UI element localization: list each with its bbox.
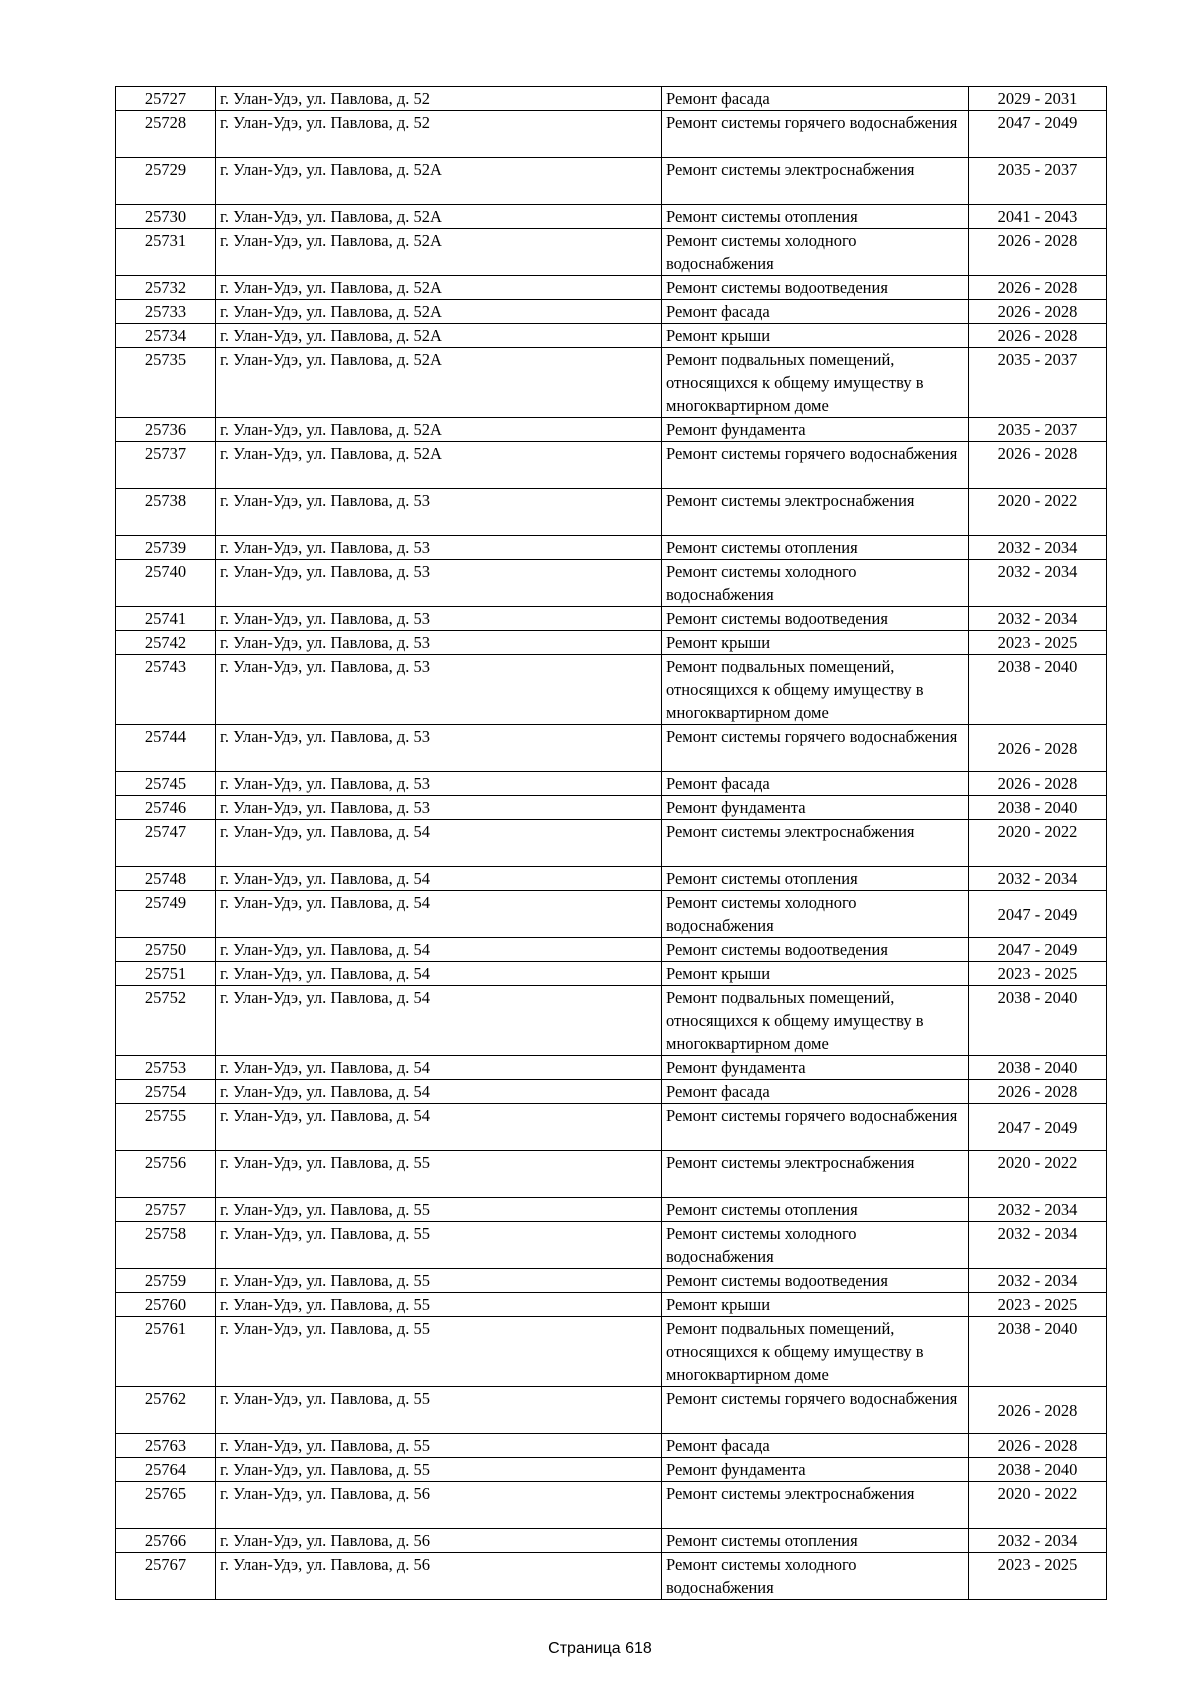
- row-number-cell: 25747: [116, 820, 216, 867]
- row-number-cell: 25761: [116, 1317, 216, 1387]
- period-cell: 2032 - 2034: [969, 1198, 1107, 1222]
- work-type-cell: Ремонт фасада: [662, 87, 969, 111]
- period-cell: 2029 - 2031: [969, 87, 1107, 111]
- row-number-cell: 25765: [116, 1482, 216, 1529]
- period-cell: 2023 - 2025: [969, 1293, 1107, 1317]
- table-row: [116, 418, 1107, 442]
- row-number-cell: 25731: [116, 229, 216, 276]
- address-cell: г. Улан-Удэ, ул. Павлова, д. 53: [216, 631, 662, 655]
- row-number-cell: 25733: [116, 300, 216, 324]
- table-row: [116, 158, 1107, 205]
- table-row: [116, 489, 1107, 536]
- work-type-cell: Ремонт системы электроснабжения: [662, 158, 969, 205]
- row-number-cell: 25763: [116, 1434, 216, 1458]
- document-page: [115, 86, 1106, 1600]
- work-type-cell: Ремонт системы холодного водоснабжения: [662, 229, 969, 276]
- table-row: [116, 820, 1107, 867]
- address-cell: г. Улан-Удэ, ул. Павлова, д. 55: [216, 1198, 662, 1222]
- address-cell: г. Улан-Удэ, ул. Павлова, д. 55: [216, 1293, 662, 1317]
- work-type-cell: Ремонт системы горячего водоснабжения: [662, 442, 969, 489]
- period-cell: 2026 - 2028: [969, 276, 1107, 300]
- period-cell: 2026 - 2028: [969, 772, 1107, 796]
- work-type-cell: Ремонт подвальных помещений, относящихся к общему имуществу в многоквартирном доме: [662, 655, 969, 725]
- row-number-cell: 25758: [116, 1222, 216, 1269]
- address-cell: г. Улан-Удэ, ул. Павлова, д. 56: [216, 1482, 662, 1529]
- row-number-cell: 25755: [116, 1104, 216, 1151]
- work-type-cell: Ремонт системы водоотведения: [662, 276, 969, 300]
- period-cell: 2047 - 2049: [969, 1104, 1107, 1151]
- row-number-cell: 25764: [116, 1458, 216, 1482]
- work-type-cell: Ремонт фундамента: [662, 796, 969, 820]
- table-row: [116, 1056, 1107, 1080]
- work-type-cell: Ремонт фасада: [662, 1434, 969, 1458]
- row-number-cell: 25737: [116, 442, 216, 489]
- row-number-cell: 25735: [116, 348, 216, 418]
- work-type-cell: Ремонт системы электроснабжения: [662, 1482, 969, 1529]
- address-cell: г. Улан-Удэ, ул. Павлова, д. 54: [216, 891, 662, 938]
- row-number-cell: 25741: [116, 607, 216, 631]
- table-row: [116, 1317, 1107, 1387]
- period-cell: 2047 - 2049: [969, 938, 1107, 962]
- address-cell: г. Улан-Удэ, ул. Павлова, д. 53: [216, 489, 662, 536]
- period-cell: 2032 - 2034: [969, 536, 1107, 560]
- period-cell: 2032 - 2034: [969, 560, 1107, 607]
- work-type-cell: Ремонт системы отопления: [662, 1198, 969, 1222]
- row-number-cell: 25734: [116, 324, 216, 348]
- period-cell: 2023 - 2025: [969, 631, 1107, 655]
- address-cell: г. Улан-Удэ, ул. Павлова, д. 52А: [216, 276, 662, 300]
- table-row: [116, 1387, 1107, 1434]
- address-cell: г. Улан-Удэ, ул. Павлова, д. 55: [216, 1387, 662, 1434]
- period-cell: 2038 - 2040: [969, 655, 1107, 725]
- work-type-cell: Ремонт крыши: [662, 324, 969, 348]
- address-cell: г. Улан-Удэ, ул. Павлова, д. 56: [216, 1529, 662, 1553]
- address-cell: г. Улан-Удэ, ул. Павлова, д. 52А: [216, 300, 662, 324]
- address-cell: г. Улан-Удэ, ул. Павлова, д. 54: [216, 938, 662, 962]
- period-cell: 2035 - 2037: [969, 418, 1107, 442]
- work-type-cell: Ремонт системы электроснабжения: [662, 820, 969, 867]
- period-cell: 2032 - 2034: [969, 1529, 1107, 1553]
- period-cell: 2023 - 2025: [969, 1553, 1107, 1600]
- work-type-cell: Ремонт системы водоотведения: [662, 1269, 969, 1293]
- row-number-cell: 25750: [116, 938, 216, 962]
- work-type-cell: Ремонт фасада: [662, 300, 969, 324]
- row-number-cell: 25729: [116, 158, 216, 205]
- table-row: [116, 1151, 1107, 1198]
- row-number-cell: 25751: [116, 962, 216, 986]
- table-row: [116, 560, 1107, 607]
- table-body: [116, 87, 1107, 1600]
- row-number-cell: 25759: [116, 1269, 216, 1293]
- table-row: [116, 1458, 1107, 1482]
- work-type-cell: Ремонт крыши: [662, 631, 969, 655]
- work-type-cell: Ремонт подвальных помещений, относящихся к общему имуществу в многоквартирном доме: [662, 348, 969, 418]
- table-row: [116, 324, 1107, 348]
- table-row: [116, 1269, 1107, 1293]
- work-type-cell: Ремонт фасада: [662, 772, 969, 796]
- address-cell: г. Улан-Удэ, ул. Павлова, д. 53: [216, 796, 662, 820]
- row-number-cell: 25743: [116, 655, 216, 725]
- period-cell: 2038 - 2040: [969, 1317, 1107, 1387]
- address-cell: г. Улан-Удэ, ул. Павлова, д. 54: [216, 820, 662, 867]
- address-cell: г. Улан-Удэ, ул. Павлова, д. 54: [216, 1104, 662, 1151]
- row-number-cell: 25760: [116, 1293, 216, 1317]
- address-cell: г. Улан-Удэ, ул. Павлова, д. 55: [216, 1458, 662, 1482]
- address-cell: г. Улан-Удэ, ул. Павлова, д. 52А: [216, 158, 662, 205]
- table-row: [116, 1222, 1107, 1269]
- row-number-cell: 25756: [116, 1151, 216, 1198]
- period-cell: 2026 - 2028: [969, 300, 1107, 324]
- period-cell: 2026 - 2028: [969, 1434, 1107, 1458]
- period-cell: 2026 - 2028: [969, 229, 1107, 276]
- row-number-cell: 25766: [116, 1529, 216, 1553]
- work-type-cell: Ремонт системы горячего водоснабжения: [662, 1104, 969, 1151]
- address-cell: г. Улан-Удэ, ул. Павлова, д. 52А: [216, 418, 662, 442]
- period-cell: 2032 - 2034: [969, 1222, 1107, 1269]
- row-number-cell: 25739: [116, 536, 216, 560]
- row-number-cell: 25748: [116, 867, 216, 891]
- page-number: Страница 618: [548, 1640, 652, 1657]
- table-row: [116, 867, 1107, 891]
- table-row: [116, 1104, 1107, 1151]
- row-number-cell: 25732: [116, 276, 216, 300]
- table-row: [116, 631, 1107, 655]
- table-row: [116, 87, 1107, 111]
- period-cell: 2038 - 2040: [969, 1458, 1107, 1482]
- address-cell: г. Улан-Удэ, ул. Павлова, д. 53: [216, 725, 662, 772]
- period-cell: 2047 - 2049: [969, 111, 1107, 158]
- row-number-cell: 25754: [116, 1080, 216, 1104]
- table-row: [116, 1529, 1107, 1553]
- period-cell: 2035 - 2037: [969, 158, 1107, 205]
- work-type-cell: Ремонт системы электроснабжения: [662, 1151, 969, 1198]
- period-cell: 2023 - 2025: [969, 962, 1107, 986]
- work-type-cell: Ремонт фундамента: [662, 418, 969, 442]
- address-cell: г. Улан-Удэ, ул. Павлова, д. 54: [216, 1080, 662, 1104]
- row-number-cell: 25757: [116, 1198, 216, 1222]
- address-cell: г. Улан-Удэ, ул. Павлова, д. 53: [216, 607, 662, 631]
- period-cell: 2020 - 2022: [969, 489, 1107, 536]
- table-row: [116, 607, 1107, 631]
- work-type-cell: Ремонт системы водоотведения: [662, 938, 969, 962]
- period-cell: 2038 - 2040: [969, 1056, 1107, 1080]
- table-row: [116, 229, 1107, 276]
- row-number-cell: 25749: [116, 891, 216, 938]
- work-type-cell: Ремонт фундамента: [662, 1458, 969, 1482]
- address-cell: г. Улан-Удэ, ул. Павлова, д. 52А: [216, 229, 662, 276]
- table-row: [116, 300, 1107, 324]
- period-cell: 2035 - 2037: [969, 348, 1107, 418]
- work-type-cell: Ремонт системы отопления: [662, 1529, 969, 1553]
- period-cell: 2020 - 2022: [969, 820, 1107, 867]
- work-type-cell: Ремонт системы водоотведения: [662, 607, 969, 631]
- table-row: [116, 1482, 1107, 1529]
- address-cell: г. Улан-Удэ, ул. Павлова, д. 53: [216, 772, 662, 796]
- work-type-cell: Ремонт системы отопления: [662, 205, 969, 229]
- work-type-cell: Ремонт подвальных помещений, относящихся к общему имуществу в многоквартирном доме: [662, 986, 969, 1056]
- table-row: [116, 1293, 1107, 1317]
- repair-schedule-table: [115, 86, 1107, 1600]
- period-cell: 2038 - 2040: [969, 796, 1107, 820]
- period-cell: 2020 - 2022: [969, 1151, 1107, 1198]
- work-type-cell: Ремонт фундамента: [662, 1056, 969, 1080]
- address-cell: г. Улан-Удэ, ул. Павлова, д. 53: [216, 560, 662, 607]
- period-cell: 2026 - 2028: [969, 1387, 1107, 1434]
- table-row: [116, 276, 1107, 300]
- work-type-cell: Ремонт системы холодного водоснабжения: [662, 560, 969, 607]
- table-row: [116, 962, 1107, 986]
- address-cell: г. Улан-Удэ, ул. Павлова, д. 53: [216, 536, 662, 560]
- period-cell: 2041 - 2043: [969, 205, 1107, 229]
- row-number-cell: 25736: [116, 418, 216, 442]
- work-type-cell: Ремонт системы холодного водоснабжения: [662, 1222, 969, 1269]
- period-cell: 2026 - 2028: [969, 1080, 1107, 1104]
- address-cell: г. Улан-Удэ, ул. Павлова, д. 52А: [216, 442, 662, 489]
- address-cell: г. Улан-Удэ, ул. Павлова, д. 55: [216, 1317, 662, 1387]
- address-cell: г. Улан-Удэ, ул. Павлова, д. 55: [216, 1269, 662, 1293]
- row-number-cell: 25742: [116, 631, 216, 655]
- table-row: [116, 111, 1107, 158]
- row-number-cell: 25745: [116, 772, 216, 796]
- row-number-cell: 25767: [116, 1553, 216, 1600]
- table-row: [116, 442, 1107, 489]
- period-cell: 2020 - 2022: [969, 1482, 1107, 1529]
- address-cell: г. Улан-Удэ, ул. Павлова, д. 52А: [216, 205, 662, 229]
- work-type-cell: Ремонт системы отопления: [662, 536, 969, 560]
- row-number-cell: 25740: [116, 560, 216, 607]
- period-cell: 2032 - 2034: [969, 607, 1107, 631]
- period-cell: 2047 - 2049: [969, 891, 1107, 938]
- work-type-cell: Ремонт крыши: [662, 962, 969, 986]
- row-number-cell: 25728: [116, 111, 216, 158]
- address-cell: г. Улан-Удэ, ул. Павлова, д. 55: [216, 1222, 662, 1269]
- row-number-cell: 25752: [116, 986, 216, 1056]
- table-row: [116, 772, 1107, 796]
- work-type-cell: Ремонт системы отопления: [662, 867, 969, 891]
- row-number-cell: 25727: [116, 87, 216, 111]
- work-type-cell: Ремонт системы горячего водоснабжения: [662, 1387, 969, 1434]
- period-cell: 2026 - 2028: [969, 442, 1107, 489]
- work-type-cell: Ремонт крыши: [662, 1293, 969, 1317]
- period-cell: 2026 - 2028: [969, 725, 1107, 772]
- work-type-cell: Ремонт системы холодного водоснабжения: [662, 1553, 969, 1600]
- address-cell: г. Улан-Удэ, ул. Павлова, д. 52А: [216, 348, 662, 418]
- table-row: [116, 938, 1107, 962]
- address-cell: г. Улан-Удэ, ул. Павлова, д. 52А: [216, 324, 662, 348]
- table-row: [116, 891, 1107, 938]
- address-cell: г. Улан-Удэ, ул. Павлова, д. 55: [216, 1434, 662, 1458]
- row-number-cell: 25738: [116, 489, 216, 536]
- work-type-cell: Ремонт системы холодного водоснабжения: [662, 891, 969, 938]
- period-cell: 2038 - 2040: [969, 986, 1107, 1056]
- address-cell: г. Улан-Удэ, ул. Павлова, д. 54: [216, 1056, 662, 1080]
- period-cell: 2026 - 2028: [969, 324, 1107, 348]
- period-cell: 2032 - 2034: [969, 867, 1107, 891]
- period-cell: 2032 - 2034: [969, 1269, 1107, 1293]
- table-row: [116, 1080, 1107, 1104]
- row-number-cell: 25746: [116, 796, 216, 820]
- table-row: [116, 986, 1107, 1056]
- work-type-cell: Ремонт подвальных помещений, относящихся к общему имуществу в многоквартирном доме: [662, 1317, 969, 1387]
- address-cell: г. Улан-Удэ, ул. Павлова, д. 53: [216, 655, 662, 725]
- table-row: [116, 536, 1107, 560]
- row-number-cell: 25753: [116, 1056, 216, 1080]
- work-type-cell: Ремонт системы горячего водоснабжения: [662, 725, 969, 772]
- work-type-cell: Ремонт системы электроснабжения: [662, 489, 969, 536]
- table-row: [116, 725, 1107, 772]
- address-cell: г. Улан-Удэ, ул. Павлова, д. 54: [216, 986, 662, 1056]
- address-cell: г. Улан-Удэ, ул. Павлова, д. 54: [216, 962, 662, 986]
- address-cell: г. Улан-Удэ, ул. Павлова, д. 52: [216, 87, 662, 111]
- table-row: [116, 348, 1107, 418]
- address-cell: г. Улан-Удэ, ул. Павлова, д. 56: [216, 1553, 662, 1600]
- address-cell: г. Улан-Удэ, ул. Павлова, д. 54: [216, 867, 662, 891]
- table-row: [116, 796, 1107, 820]
- work-type-cell: Ремонт системы горячего водоснабжения: [662, 111, 969, 158]
- row-number-cell: 25744: [116, 725, 216, 772]
- table-row: [116, 1198, 1107, 1222]
- table-row: [116, 655, 1107, 725]
- address-cell: г. Улан-Удэ, ул. Павлова, д. 55: [216, 1151, 662, 1198]
- table-row: [116, 1434, 1107, 1458]
- row-number-cell: 25730: [116, 205, 216, 229]
- work-type-cell: Ремонт фасада: [662, 1080, 969, 1104]
- table-row: [116, 205, 1107, 229]
- row-number-cell: 25762: [116, 1387, 216, 1434]
- address-cell: г. Улан-Удэ, ул. Павлова, д. 52: [216, 111, 662, 158]
- table-row: [116, 1553, 1107, 1600]
